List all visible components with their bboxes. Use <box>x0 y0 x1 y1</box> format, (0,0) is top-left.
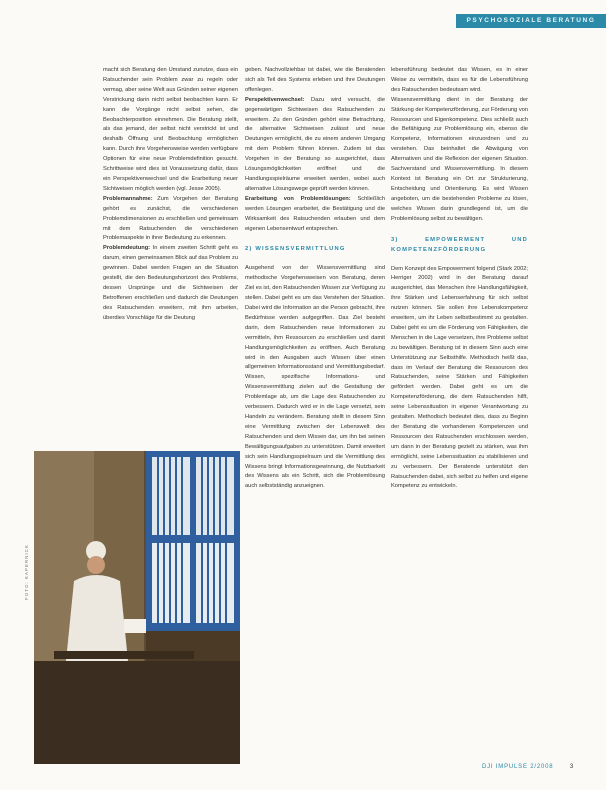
paragraph-lead: Erarbeitung von Problemlösungen: <box>245 195 351 202</box>
paragraph <box>103 244 238 323</box>
photo-illustration <box>34 451 240 764</box>
paragraph-lead: Problemdeutung: <box>103 245 151 252</box>
photo-credit: FOTO: KAPERNICK <box>24 544 29 600</box>
paragraph-text: Dem Konzept des Empowerment folgend (Stark 2002; Herriger 2002) wird in der Beratung darauf ausgerichtet, das Menschen ihre Handlungsfähigkeit, ihre Stärken und Lebenserfahrung für sich selbst nutzen können. Sie sollen ihre Lebenskompetenz erweitern, um ihr Leben selbstbestimmt zu gestalten. Dabei geht es um die Förderung von Fähigkeiten, die Menschen in die Lage versetzen, ihre Probleme selbst zu bewältigen. Beratung ist in diesem Sinn auch eine Unterstützung zur Selbsthilfe. Methodisch heißt das, dass im Verlauf der Beratung die Ressourcen des Ratsuchenden, seine Stärken und Fähigkeiten gefördert werden. Dabei geht es um die Kompetenzförderung, die dem Ratsuchenden hilft, seine Lebenssituation in eigener Verantwortung zu gestalten. Methodisch bedeutet dies, dass zu Beginn der Beratung die vorhandenen Kompetenzen und Ressourcen des Ratsuchenden erschlossen werden, um dann in der Beratung gezielt zu stärken, was ihm ermöglicht, seine Lebenssituation zu stabilisieren und zu verbessern. Der Beratende unterstützt den Ratsuchenden dabei, sich selbst zu helfen und eigene Kompetenz zu entwickeln. <box>391 265 528 490</box>
article-photo <box>34 451 240 764</box>
paragraph-text: Schließlich werden Lösungen erarbeitet, die Bestätigung und die Wirksamkeit des Ratsuchenden erlauben und dem eigenen Lebensentwurf entsprechen. <box>245 195 385 232</box>
paragraph-text: Wissensvermittlung dient in der Beratung der Stärkung der Kompetenzförderung, zur Förderung von Ressourcen und Eigenkompetenz. Dies schließt auch die Befähigung zur Problemlösung ein, ebenso die Kompetenz, Informationen einzuordnen und zu verstehen. Das beinhaltet die Abwägung von Alternativen und die Reflexion der eigenen Situation. Sachverstand und Wissensvermittlung. In diesem Kontext ist Beratung ein Ort zur Strukturierung, Entscheidung und Orientierung. Es wird Wissen angeboten, um die bestehenden Probleme zu lösen, welches Wissen darin grundlegend ist, um die Problemlösung selbst zu bewältigen. <box>391 96 528 222</box>
paragraph-text: Ausgehend von der Wissensvermittlung sind methodische Vorgehensweisen von Beratung, deren Ziel es ist, den Ratsuchenden Wissen zur Verfügung zu stellen. Dabei geht es um das Verstehen der Situation. Dabei wird die Information an die Person gebracht, ihre Bedürfnisse werden aufgegriffen. Das Ziel besteht darin, dem Ratsuchenden neue Informationen zu vermitteln, ihm Ressourcen zu erschließen und damit Handlungsmöglichkeiten zu eröffnen. Auch Beratung wird in den Ausgaben auch Wissen über einen allgemeinen Informationsstand und Vermittlungsbedarf. Wissen, spezifische Informations- und Wissensvermittlung zielen auf die Gestaltung der Problemlage ab, um die Lage des Ratsuchenden zu verbessern. Dadurch wird er in die Lage versetzt, sein Handeln zu verändern. Beratung stellt in diesem Sinn eine Vermittlung zwischen der Lebenswelt des Ratsuchenden und dem Wissen dar, um ihn bei seinen Bewältigungsaufgaben zu unterstützen. Damit erweitert sich sein Handlungsspielraum und die Vermittlung des Wissens bringt Informationsgewinnung, die Nutzbarkeit des Wissens als ein Schritt, sich die Problemlösung auch selbstständig anzueignen. <box>245 265 385 490</box>
paragraph <box>391 265 528 493</box>
paragraph <box>245 96 385 195</box>
paragraph <box>391 66 528 96</box>
paragraph <box>391 96 528 225</box>
page-number: 3 <box>569 764 574 770</box>
paragraph <box>245 66 385 96</box>
text-column-1 <box>103 66 238 324</box>
paragraph-text: lebensführung bedeutet das Wissen, es in einer Weise zu vermitteln, dass es für die Lebensführung des Ratsuchenden bedeutsam wird. <box>391 67 528 93</box>
paragraph <box>103 195 238 245</box>
section-heading: 2) WISSENSVERMITTLUNG <box>245 246 346 253</box>
section-heading: 3) EMPOWERMENT UND KOMPETENZFÖRDERUNG <box>391 236 528 253</box>
paragraph-lead: Problemannahme: <box>103 195 153 202</box>
section-tag: PSYCHOSOZIALE BERATUNG <box>456 14 606 28</box>
text-column-2 <box>245 66 385 492</box>
journal-name: DJI IMPULSE 2/2008 <box>481 764 554 770</box>
paragraph <box>245 195 385 235</box>
page-footer <box>482 764 574 770</box>
text-column-3 <box>391 66 528 492</box>
paragraph-text: geben. Nachvollziehbar ist dabei, wie die Beratenden sich als Teil des Systems erleben und ihre Deutungen offenlegen. <box>245 67 385 93</box>
paragraph <box>103 66 238 195</box>
paragraph <box>245 264 385 492</box>
paragraph-lead: Perspektivenwechsel: <box>245 96 305 103</box>
paragraph-text: Zum Vorgehen der Beratung gehört es zunächst, die verschiedenen Problemdimensionen zu erschließen und gemeinsam mit dem Ratsuchenden die verschiedenen Problemaspekte in ihrer Bedeutung zu erkennen. <box>103 195 238 242</box>
paragraph-text: In einem zweiten Schritt geht es darum, einen gemeinsamen Blick auf das Problem zu gewinnen. Dabei werden Fragen an die Situation gestellt, die den Bedeutungshorizont des Problems, dessen Ursprünge und die Sichtweisen der Betroffenen erschließen und dadurch die Deutungen des Ratsuchenden erweitern, mit ihm arbeiten, überdies Vorschläge für die Deutung <box>103 245 238 321</box>
paragraph-text: macht sich Beratung den Umstand zunutze, dass ein Ratsuchender sein Problem zwar zu regeln oder vermag, aber seine Welt aus Gründen seiner eigenen Verstrickung darin nicht selbst beobachten kann. Er kann die Vorgänge nicht selbst sehen, die Beobachterposition einnehmen. Die Beratung stellt, als das jemand, der selbst nicht verstrickt ist und deshalb Öffnung und Beobachtung ermöglichen kann. Durch ihre Vorgehensweise werden verfügbare Optionen für eine neue Problemdefinition gesucht. Schrittweise wird dies ist Voraussetzung dafür, dass ein Perspektivenwechsel und die Erarbeitung neuer Sichtweisen möglich werden (vgl. Jesse 2005). <box>103 67 238 192</box>
paragraph-text: Dazu wird versucht, die gegenwärtigen Sichtweisen des Ratsuchenden zu erweitern. Zu den Gründen gehört eine Betrachtung, die alternative Sichtweisen zulässt und neue Deutungen ermöglicht, die zu einem anderen Umgang mit dem Problem führen können. Zudem ist das Vorgehen in der Beratung so ausgerichtet, dass Lösungsmöglichkeiten eröffnet und die Handlungsspielräume erweitert werden, wobei auch alternative Lösungswege geprüft werden können. <box>245 96 385 192</box>
